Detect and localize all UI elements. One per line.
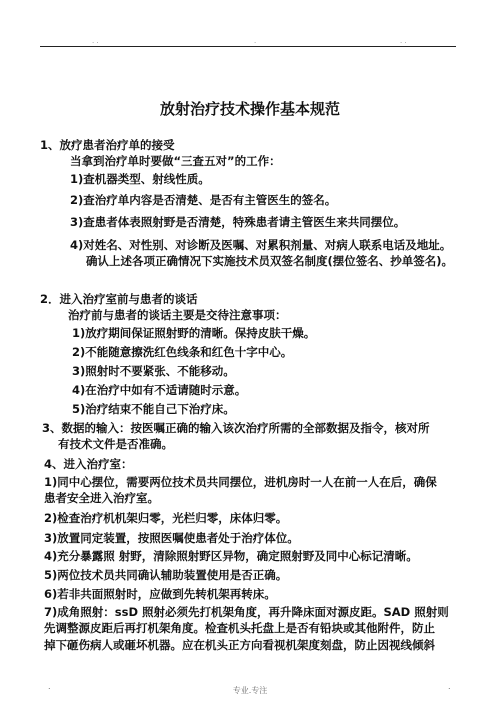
footer-text: 专业.专注 [232,686,268,695]
header-mark: . . [400,37,407,45]
text-line: 3)照射时不要紧张、不能移动。 [72,364,235,378]
footer-mark: . [448,682,451,691]
text-line: 2)查治疗单内容是否清楚、是否有主管医生的签名。 [70,193,337,207]
text-line: 有技术文件是否准确。 [58,437,173,451]
text-line: 3)查患者体表照射野是否清楚，特殊患者请主管医生来共同摆位。 [70,215,406,229]
text-line: 治疗前与患者的谈话主要是交待注意事项： [68,308,287,322]
text-line: 患者安全进入治疗室。 [44,491,159,505]
text-line: 6)若非共面照射时，应做到先转机架再转床。 [44,587,276,601]
header-mark: . . [92,37,99,45]
header-mark: . [254,37,257,45]
text-line: 4)充分暴露照 射野，清除照射野区异物，确定照射野及同中心标记清晰。 [44,549,418,563]
footer-mark: . [48,682,51,691]
document-title: 放射治疗技术操作基本规范 [159,100,340,118]
text-line: 1)查机器类型、射线性质。 [70,172,210,186]
text-line: 5)两位技术员共同确认辅助装置使用是否正确。 [44,568,288,582]
text-line: 当拿到治疗单时要做“三查五对”的工作： [70,154,281,168]
text-line: 2)不能随意擦洗红色线条和红色十字中心。 [72,345,293,359]
text-line: 确认上述各项正确情况下实施技术员双签名制度(摆位签名、抄单签名)。 [86,254,454,268]
header-rule [40,46,456,47]
text-line: 2)检查治疗机机架归零，光栏归零，床体归零。 [44,511,288,525]
text-line: 4)对姓名、对性别、对诊断及医嘱、对累积剂量、对病人联系电话及地址。 [70,238,452,252]
text-line: 1)同中心摆位，需要两位技术员共同摆位，进机房时一人在前一人在后，确保 [44,475,437,489]
text-line: 5)治疗结束不能自己下治疗床。 [72,402,235,416]
text-line: 先调整源皮距后再打机架角度。检查机头托盘上是否有铅块或其他附件，防止 [44,621,435,635]
text-line: 1)放疗期间保证照射野的清晰。保持皮肤干燥。 [72,326,316,340]
text-line: 3、数据的输入：按医嘱正确的输入该次治疗所需的全部数据及指令，核对所 [42,421,430,435]
text-line: 掉下砸伤病人或砸坏机器。应在机头正方向看视机架度刻盘，防止因视线倾斜 [44,638,435,652]
text-line: 4)在治疗中如有不适请随时示意。 [72,383,247,397]
text-line: 4、进入治疗室： [44,457,133,471]
text-line: 3)放置同定装置，按照医嘱使患者处于治疗体位。 [44,531,299,545]
text-line: 2．进入治疗室前与患者的谈话 [40,292,198,306]
text-line: 1、放疗患者治疗单的接受 [40,138,175,152]
text-line: 7)成角照射：ssD 照射必须先打机架角度，再升降床面对源皮距。SAD 照射则 [44,605,449,619]
